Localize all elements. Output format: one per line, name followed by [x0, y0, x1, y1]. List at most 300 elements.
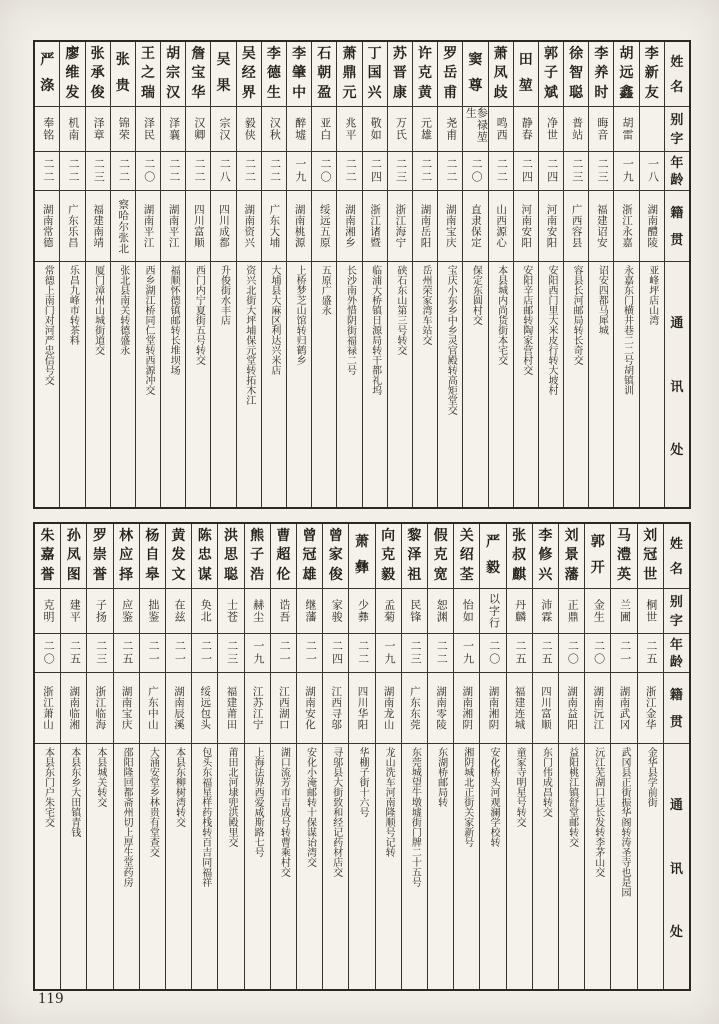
name-char: 应	[119, 548, 134, 563]
native-place-cell	[539, 190, 563, 261]
age-cell	[463, 151, 487, 190]
header-char: 讯	[670, 378, 684, 394]
zi-text: 以字行	[487, 593, 500, 629]
name-char: 张	[90, 46, 105, 62]
entry-column	[110, 42, 135, 507]
name-cell	[287, 42, 311, 106]
header-text	[665, 107, 689, 151]
age-text: 二五	[644, 640, 657, 666]
age-cell	[35, 151, 59, 190]
native-place-cell	[363, 190, 387, 261]
name-char: 俊	[328, 567, 343, 583]
name-text	[245, 524, 270, 588]
name-char: 誉	[92, 567, 107, 583]
name-char: 世	[643, 567, 658, 583]
address-cell	[585, 743, 610, 989]
name-text	[507, 524, 532, 588]
zi-text: 尧甫	[444, 117, 457, 141]
age-text: 一九	[382, 640, 395, 666]
native-text: 湖南益阳	[566, 686, 578, 730]
header-char: 贯	[670, 232, 684, 248]
name-char: 景	[564, 548, 579, 563]
name-char: 界	[241, 85, 256, 101]
address-cell	[614, 261, 638, 507]
name-char: 荃	[459, 567, 474, 583]
name-cell	[539, 42, 563, 106]
address-cell	[559, 743, 584, 989]
address-text: 上海法界西爱咸斯路七号	[252, 747, 264, 857]
entry-column	[563, 42, 588, 507]
name-cell	[438, 42, 462, 106]
name-cell	[297, 524, 322, 588]
age-cell	[514, 151, 538, 190]
courtesy-name-cell	[349, 588, 374, 633]
age-text: 二五	[68, 640, 81, 666]
name-text	[388, 42, 412, 106]
zi-text: 兰圃	[618, 599, 631, 623]
native-text: 察哈尔张北	[117, 198, 129, 254]
age-text: 二八	[218, 158, 231, 184]
address-cell	[161, 261, 185, 507]
native-place-cell	[564, 190, 588, 261]
address-text: 长沙南外惜阴街福禄二号	[344, 265, 356, 375]
column-header	[665, 106, 689, 151]
name-text	[192, 524, 217, 588]
name-cell	[35, 42, 59, 106]
age-cell	[60, 151, 84, 190]
address-text: 湖口流芳市吉成号转曹乘村交	[278, 747, 290, 877]
entry-column	[610, 524, 636, 989]
name-cell	[402, 524, 427, 588]
entry-column	[113, 524, 139, 989]
age-text: 二〇	[470, 158, 483, 184]
name-cell	[271, 524, 296, 588]
address-cell	[87, 743, 112, 989]
column-header	[665, 151, 689, 190]
age-cell	[480, 633, 505, 672]
name-text	[114, 524, 139, 588]
name-cell	[533, 524, 558, 588]
native-place-cell	[114, 672, 139, 743]
zi-text: 少彝	[356, 599, 369, 623]
native-text: 湖南辰溪	[173, 686, 185, 730]
zi-text: 汉秋	[268, 117, 281, 141]
zi-text: 子扬	[94, 599, 107, 623]
name-char: 曹	[276, 528, 291, 544]
age-cell	[114, 633, 139, 672]
name-char: 克	[418, 66, 433, 81]
entry-column	[185, 42, 210, 507]
native-place-cell	[297, 672, 322, 743]
column-header	[664, 743, 689, 989]
address-text: 常德上南门对河严忠信号交	[42, 265, 54, 385]
entry-column	[488, 42, 513, 507]
native-place-cell	[640, 190, 664, 261]
native-place-cell	[413, 190, 437, 261]
age-text: 二四	[330, 640, 343, 666]
age-text: 二三	[394, 158, 407, 184]
name-text	[60, 42, 84, 106]
name-char: 汉	[166, 85, 181, 101]
name-cell	[60, 42, 84, 106]
name-char: 国	[367, 66, 382, 81]
age-text: 二二	[444, 158, 457, 184]
zi-text: 宗汉	[218, 117, 231, 141]
age-text: 二〇	[487, 640, 500, 666]
courtesy-name-cell	[61, 588, 86, 633]
name-cell	[192, 524, 217, 588]
address-text: 安阳西门里大米皮行转大坡村	[545, 265, 557, 395]
zi-text: 鸣西	[495, 117, 508, 141]
name-char: 子	[250, 548, 265, 563]
name-char: 鑫	[619, 85, 634, 101]
name-char: 李	[644, 46, 659, 62]
name-text	[376, 524, 401, 588]
column-header	[665, 190, 689, 261]
name-char: 刘	[564, 528, 579, 544]
address-cell	[489, 261, 513, 507]
name-char: 宝	[191, 66, 206, 81]
native-text: 湖南宝庆	[444, 204, 456, 248]
address-cell	[337, 261, 361, 507]
native-place-cell	[35, 672, 60, 743]
native-text: 湖南安化	[304, 686, 316, 730]
name-char: 嘉	[40, 548, 55, 563]
name-text	[559, 524, 584, 588]
age-cell	[640, 151, 664, 190]
age-text: 二一	[173, 640, 186, 666]
native-place-cell	[35, 190, 59, 261]
courtesy-name-cell	[428, 588, 453, 633]
name-char: 谋	[197, 567, 212, 583]
address-text: 童家寺明星号转交	[514, 747, 526, 827]
address-cell	[413, 261, 437, 507]
name-cell	[514, 42, 538, 106]
entry-column	[85, 42, 110, 507]
address-cell	[611, 743, 636, 989]
name-char: 皋	[145, 567, 160, 583]
name-char: 英	[616, 567, 631, 583]
zi-text: 亚白	[318, 117, 331, 141]
header-text	[665, 152, 689, 190]
native-text: 湖南临湘	[68, 686, 80, 730]
native-place-cell	[271, 672, 296, 743]
courtesy-name-cell	[237, 106, 261, 151]
native-place-cell	[60, 190, 84, 261]
address-text: 大埔县大麻区利达兴米店	[268, 265, 280, 375]
native-place-cell	[514, 190, 538, 261]
name-char: 发	[65, 85, 80, 101]
address-text: 华棚子街十六号	[356, 747, 368, 817]
age-cell	[211, 151, 235, 190]
name-char: 萧	[493, 46, 508, 62]
header-column	[663, 524, 689, 989]
native-text: 广东乐昌	[66, 204, 78, 248]
address-cell	[140, 743, 165, 989]
age-text: 二三	[570, 158, 583, 184]
address-text: 临浦大桥镇日源局转干都礼坞	[369, 265, 381, 395]
address-text: 本县城关转交	[94, 747, 106, 807]
name-text	[489, 42, 513, 106]
address-text: 亚峰坪店山湾	[646, 265, 658, 325]
courtesy-name-cell	[35, 106, 59, 151]
zi-text: 民锋	[408, 599, 421, 623]
header-text	[664, 634, 689, 672]
name-char: 聪	[569, 85, 584, 101]
address-text: 益阳桃江镇舒堂邮转交	[566, 747, 578, 847]
zi-text: 毅侠	[243, 117, 256, 141]
name-char: 曾	[302, 528, 317, 544]
name-char: 晋	[392, 66, 407, 81]
entry-column	[139, 524, 165, 989]
header-char: 处	[669, 924, 683, 940]
address-text: 升俊街水丰店	[218, 265, 230, 325]
name-char: 忠	[197, 548, 212, 563]
name-cell	[136, 42, 160, 106]
name-text	[402, 524, 427, 588]
name-cell	[638, 524, 663, 588]
zi-text: 怡如	[461, 599, 474, 623]
native-text: 湖南湘乡	[343, 204, 355, 248]
zi-text: 建平	[68, 599, 81, 623]
address-text: 莆田北河埭兜洪殿里交	[225, 747, 237, 847]
age-cell	[297, 633, 322, 672]
age-text: 二二	[167, 158, 180, 184]
courtesy-name-cell	[60, 106, 84, 151]
age-text: 二二	[268, 158, 281, 184]
native-text: 湖南湘阴	[487, 686, 499, 730]
entry-column	[236, 42, 261, 507]
name-text	[438, 42, 462, 106]
name-char: 张	[512, 528, 527, 544]
native-place-cell	[262, 190, 286, 261]
address-text: 邵阳隆回都斋州切上厚生堂药房	[121, 747, 133, 887]
name-char: 李	[292, 46, 307, 62]
name-text	[297, 524, 322, 588]
header-char: 姓	[670, 53, 684, 69]
header-char: 年	[670, 155, 684, 170]
address-cell	[211, 261, 235, 507]
native-text: 江西湖口	[277, 686, 289, 730]
address-text: 本县东柳树湾转交	[173, 747, 185, 827]
age-cell	[564, 151, 588, 190]
address-text: 西乡湖江桥同仁堂转西源冲交	[142, 265, 154, 395]
entry-column	[427, 524, 453, 989]
column-header	[664, 588, 689, 633]
age-cell	[237, 151, 261, 190]
native-text: 直隶保定	[469, 204, 481, 248]
name-char: 择	[119, 567, 134, 583]
page-number: 119	[38, 990, 65, 1007]
name-char: 超	[276, 548, 291, 563]
zi-text: 士苍	[225, 599, 238, 623]
age-text: 二二	[344, 158, 357, 184]
courtesy-name-cell	[87, 588, 112, 633]
name-char: 杨	[145, 528, 160, 544]
name-char: 张	[115, 53, 130, 68]
name-char: 黄	[418, 85, 433, 101]
entry-column	[479, 524, 505, 989]
name-text	[611, 524, 636, 588]
entry-column	[210, 42, 235, 507]
address-cell	[454, 743, 479, 989]
name-cell	[428, 524, 453, 588]
header-text	[665, 265, 689, 507]
name-char: 克	[381, 548, 396, 563]
courtesy-name-cell	[614, 106, 638, 151]
age-text: 二二	[419, 158, 432, 184]
native-place-cell	[489, 190, 513, 261]
name-char: 聪	[223, 567, 238, 583]
address-cell	[218, 743, 243, 989]
name-char: 窦	[468, 53, 483, 68]
name-char: 养	[594, 66, 609, 81]
name-char: 维	[65, 66, 80, 81]
age-cell	[589, 151, 613, 190]
courtesy-name-cell	[161, 106, 185, 151]
address-cell	[237, 261, 261, 507]
name-cell	[413, 42, 437, 106]
native-text: 四川华阳	[356, 686, 368, 730]
zi-text: 机南	[66, 117, 79, 141]
name-char: 冠	[643, 548, 658, 563]
name-char: 熊	[250, 528, 265, 544]
entry-column	[311, 42, 336, 507]
age-text: 二五	[513, 640, 526, 666]
name-char: 文	[171, 567, 186, 583]
name-text	[337, 42, 361, 106]
zi-text: 净世	[545, 117, 558, 141]
address-text: 资兴北街大坪埔保元堂转拓木江	[243, 265, 255, 405]
native-text: 湖南平江	[167, 204, 179, 248]
name-text	[161, 42, 185, 106]
name-char: 泽	[407, 548, 422, 563]
entry-column	[60, 524, 86, 989]
age-text: 二三	[409, 640, 422, 666]
age-cell	[86, 151, 110, 190]
age-text: 二二	[495, 158, 508, 184]
native-text: 福建南靖	[92, 204, 104, 248]
native-place-cell	[192, 672, 217, 743]
name-text	[480, 524, 505, 588]
courtesy-name-cell	[480, 588, 505, 633]
name-text	[614, 42, 638, 106]
name-char: 朱	[40, 528, 55, 544]
age-cell	[614, 151, 638, 190]
name-char: 彝	[354, 561, 369, 576]
courtesy-name-cell	[287, 106, 311, 151]
name-cell	[61, 524, 86, 588]
native-place-cell	[61, 672, 86, 743]
native-place-cell	[211, 190, 235, 261]
zi-text: 奂北	[199, 599, 212, 623]
name-text	[539, 42, 563, 106]
name-char: 家	[328, 548, 343, 563]
name-text	[35, 524, 60, 588]
address-text: 本县东门户朱宅交	[42, 747, 54, 827]
name-cell	[376, 524, 401, 588]
native-text: 四川成都	[218, 204, 230, 248]
name-char: 友	[644, 85, 659, 101]
courtesy-name-cell	[297, 588, 322, 633]
courtesy-name-cell	[192, 588, 217, 633]
address-cell	[376, 743, 401, 989]
age-cell	[87, 633, 112, 672]
age-text: 二五	[120, 640, 133, 666]
name-char: 兴	[367, 85, 382, 101]
courtesy-name-cell	[640, 106, 664, 151]
entry-column	[538, 42, 563, 507]
name-char: 新	[644, 66, 659, 81]
name-char: 许	[418, 46, 433, 62]
entry-column	[261, 42, 286, 507]
name-char: 中	[292, 85, 307, 101]
name-char: 智	[569, 66, 584, 81]
native-text: 广东东莞	[408, 686, 420, 730]
native-place-cell	[533, 672, 558, 743]
address-cell	[297, 743, 322, 989]
address-cell	[186, 261, 210, 507]
name-char: 郭	[543, 46, 558, 62]
name-text	[413, 42, 437, 106]
name-char: 澧	[616, 548, 631, 563]
native-place-cell	[237, 190, 261, 261]
zi-text: 兆平	[343, 117, 356, 141]
header-text	[665, 191, 689, 261]
courtesy-name-cell	[438, 106, 462, 151]
native-text: 湖南零陵	[435, 686, 447, 730]
zi-text: 泽民	[142, 117, 155, 141]
name-text	[585, 524, 610, 588]
native-place-cell	[349, 672, 374, 743]
header-char: 字	[670, 131, 684, 146]
zi-text: 沛霖	[539, 599, 552, 623]
header-char: 通	[669, 796, 683, 812]
entry-column	[336, 42, 361, 507]
name-char: 贵	[115, 79, 130, 94]
age-cell	[271, 633, 296, 672]
age-text: 一八	[646, 158, 659, 184]
page-content	[33, 40, 691, 1004]
age-text: 一九	[293, 158, 306, 184]
column-header	[665, 261, 689, 507]
header-char: 处	[670, 442, 684, 458]
native-place-cell	[611, 672, 636, 743]
name-char: 修	[538, 548, 553, 563]
name-text	[262, 42, 286, 106]
native-place-cell	[323, 672, 348, 743]
native-place-cell	[388, 190, 412, 261]
address-text: 本县城内尚货街本宅交	[495, 265, 507, 365]
courtesy-name-cell	[559, 588, 584, 633]
zi-text: 应鉴	[120, 599, 133, 623]
name-char: 马	[616, 528, 631, 544]
name-char: 假	[433, 528, 448, 544]
address-text: 乐昌九峰市转茶料	[67, 265, 79, 345]
age-cell	[61, 633, 86, 672]
courtesy-name-cell	[211, 106, 235, 151]
entry-column	[513, 42, 538, 507]
name-char: 伦	[276, 567, 291, 583]
courtesy-name-cell	[533, 588, 558, 633]
address-text: 永嘉东门横井巷二二号胡镇训	[621, 265, 633, 395]
name-char: 图	[66, 567, 81, 583]
name-cell	[559, 524, 584, 588]
address-cell	[323, 743, 348, 989]
name-char: 之	[140, 66, 155, 81]
name-cell	[161, 42, 185, 106]
name-text	[218, 524, 243, 588]
